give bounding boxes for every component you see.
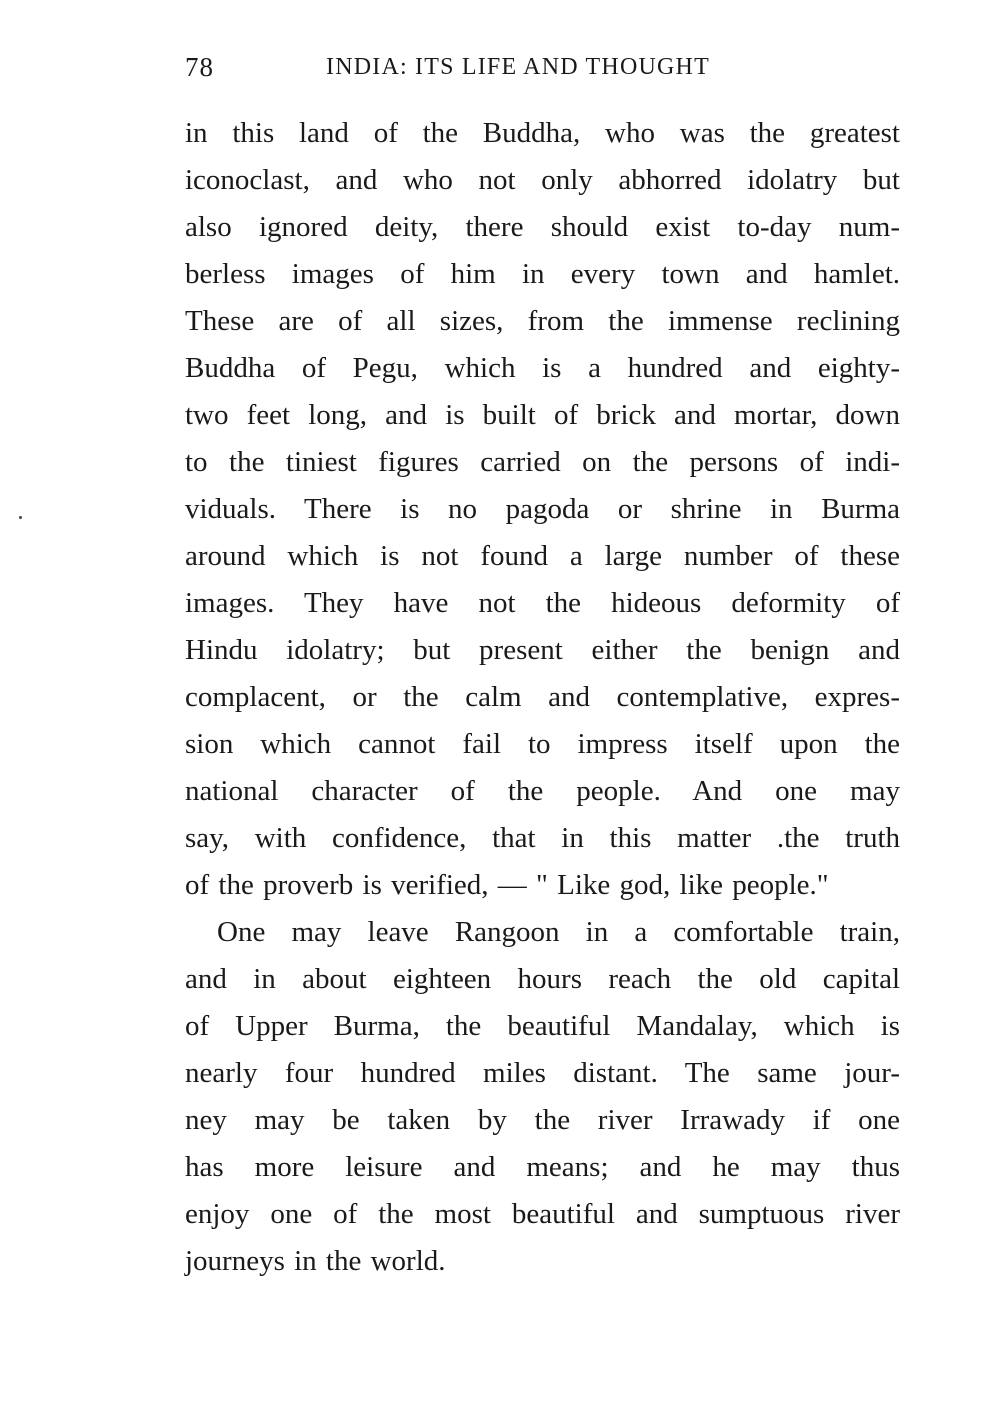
text-line: journeys in the world. [185,1245,446,1277]
page-number: 78 [185,52,214,82]
text-line: two feet long, and is built of brick and mortar, down [185,399,900,431]
text-line: complacent, or the calm and contemplative, expres- [185,681,900,713]
text-line: enjoy one of the most beautiful and sumptuous river [185,1198,900,1230]
text-line: ney may be taken by the river Irrawady if one [185,1104,900,1136]
text-line: These are of all sizes, from the immense reclining [185,305,900,337]
text-line: berless images of him in every town and hamlet. [185,258,900,290]
text-line: and in about eighteen hours reach the old capital [185,963,900,995]
text-line: Hindu idolatry; but present either the benign and [185,634,900,666]
text-line: say, with confidence, that in this matter .the truth [185,822,900,854]
text-line: viduals. There is no pagoda or shrine in Burma [185,493,900,525]
text-line: to the tiniest figures carried on the persons of indi- [185,446,900,478]
running-title: INDIA: ITS LIFE AND THOUGHT [326,54,710,80]
text-line: also ignored deity, there should exist to-day num- [185,211,900,243]
text-line: iconoclast, and who not only abhorred idolatry but [185,164,900,196]
margin-speck [19,516,22,519]
text-line: in this land of the Buddha, who was the greatest [185,117,900,149]
text-line: images. They have not the hideous deformity of [185,587,900,619]
text-line: of Upper Burma, the beautiful Mandalay, which is [185,1010,900,1042]
text-line: of the proverb is verified, — " Like god, like people." [185,869,829,901]
text-line: around which is not found a large number of these [185,540,900,572]
text-line: has more leisure and means; and he may thus [185,1151,900,1183]
paragraph-2 [185,909,900,1285]
text-line: One may leave Rangoon in a comfortable train, [217,916,900,948]
paragraph-1 [185,110,900,909]
text-line: sion which cannot fail to impress itself upon the [185,728,900,760]
text-line: nearly four hundred miles distant. The same jour- [185,1057,900,1089]
text-line: national character of the people. And one may [185,775,900,807]
text-line: Buddha of Pegu, which is a hundred and eighty- [185,352,900,384]
